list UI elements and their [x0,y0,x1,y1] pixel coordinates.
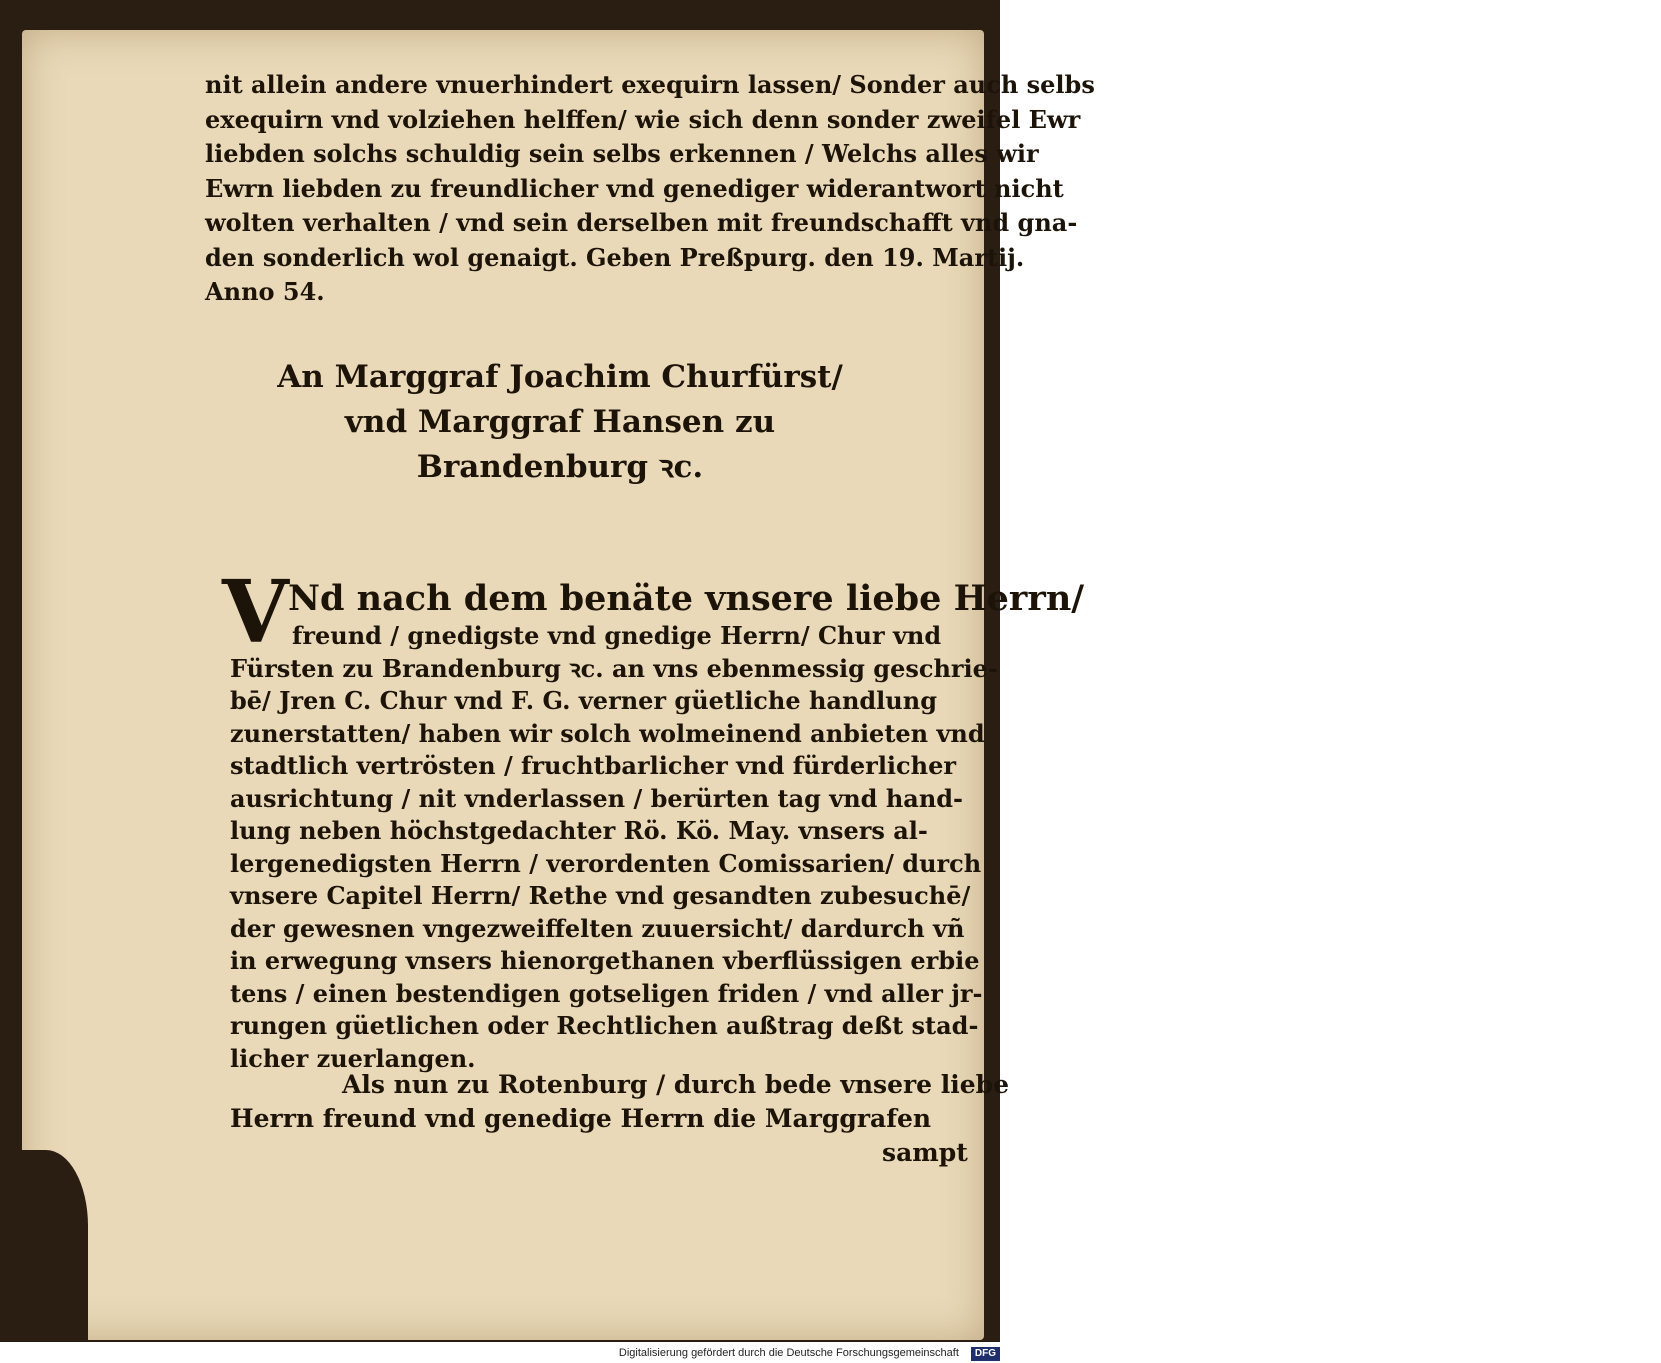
text-line: stadtlich vertrösten / fruchtbarlicher vnd fürderlicher [230,751,957,780]
text-line: Als nun zu Rotenburg / durch bede vnsere liebe [342,1070,1010,1099]
footer-text: Digitalisierung gefördert durch die Deutsche Forschungsgemeinschaft [618,1347,959,1359]
text-line: freund / gnedigste vnd gnedige Herrn/ Chur vnd [292,621,942,650]
address-heading [240,355,880,490]
text-line: ausrichtung / nit vnderlassen / berürten tag vnd hand- [230,783,964,813]
heading-line: vnd Marggraf Hansen zu [344,404,776,440]
page-damage [18,1150,88,1340]
text-line: den sonderlich wol genaigt. Geben Preßpurg. den 19. Martij. [205,242,1025,272]
text-line: liebden solchs schuldig sein selbs erkennen / Welchs alles wir [205,139,1039,168]
text-line: exequirn vnd volziehen helffen/ wie sich denn sonder zweifel Ewr [205,104,1081,134]
text-line: rungen güetlichen oder Rechtlichen außtrag deßt stad- [230,1011,979,1040]
text-line: Fürsten zu Brandenburg ꝛc. an vns ebenmessig geschrie- [230,653,998,683]
text-line: wolten verhalten / vnd sein derselben mit freundschafft vnd gna- [205,208,1078,237]
text-line: Anno 54. [205,277,325,306]
text-line: tens / einen bestendigen gotseligen friden / vnd aller jr- [230,978,983,1008]
first-line: Nd nach dem benäte vnsere liebe Herrn/ [288,578,1085,619]
drop-cap: V [222,562,289,663]
heading-line: Brandenburg ꝛc. [416,449,704,485]
letter-closing-paragraph [205,68,1095,310]
text-line: lergenedigsten Herrn / verordenten Comissarien/ durch [230,848,982,878]
catchword: sampt [882,1138,968,1167]
dfg-logo: DFG [971,1347,1000,1361]
text-line: in erwegung vnsers hienorgethanen vberflüssigen erbie [230,946,980,975]
text-line: licher zuerlangen. [230,1043,476,1073]
text-line: vnsere Capitel Herrn/ Rethe vnd gesandten zubesuchē/ [230,881,971,910]
heading-line: An Marggraf Joachim Churfürst/ [277,359,843,395]
text-line: zunerstatten/ haben wir solch wolmeinend anbieten vnd [230,718,985,748]
digitization-footer [0,1344,1000,1363]
text-line: der gewesnen vngezweiffelten zuuersicht/ dardurch vñ [230,913,965,943]
main-paragraph [222,562,1085,1075]
text-line: lung neben höchstgedachter Rö. Kö. May. vnsers al- [230,816,928,845]
text-line: Herrn freund vnd genedige Herrn die Marggrafen [230,1104,932,1133]
text-line: bē/ Jren C. Chur vnd F. G. verner güetliche handlung [230,686,937,715]
text-line: nit allein andere vnuerhindert exequirn lassen/ Sonder auch selbs [205,70,1095,99]
text-line: Ewrn liebden zu freundlicher vnd genediger widerantwort nicht [205,173,1064,203]
next-paragraph [230,1068,1009,1170]
